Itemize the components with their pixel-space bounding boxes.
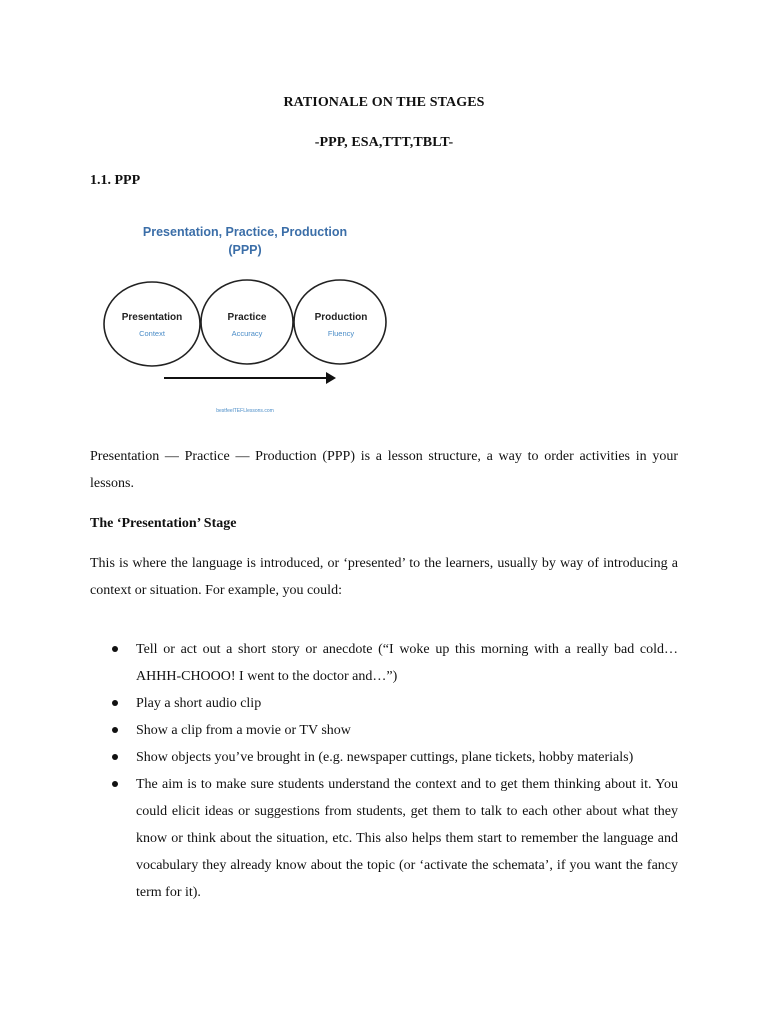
intro-paragraph: Presentation — Practice — Production (PPP) is a lesson structure, a way to order activities in your lessons. xyxy=(90,449,678,491)
stage-paragraph: This is where the language is introduced, or ‘presented’ to the learners, usually by way of introducing a context or situation. For example, you could: xyxy=(90,556,678,598)
document-title: RATIONALE ON THE STAGES xyxy=(283,95,485,110)
practice-label: Practice xyxy=(227,312,267,323)
presentation-sub: Context xyxy=(139,329,165,338)
production-label: Production xyxy=(314,312,368,323)
section-heading: 1.1. PPP xyxy=(90,173,141,188)
list-item-text: Play a short audio clip xyxy=(136,696,262,711)
list-item xyxy=(90,744,678,771)
presentation-label: Presentation xyxy=(121,312,183,323)
presentation-circle xyxy=(104,282,200,366)
list-item xyxy=(90,717,678,744)
diagram-title-line2: (PPP) xyxy=(228,243,262,257)
example-list xyxy=(90,636,678,906)
progress-arrow-head-icon xyxy=(326,372,336,384)
bullet-icon xyxy=(112,727,118,733)
diagram-title-line1: Presentation, Practice, Production xyxy=(142,225,348,239)
list-item-text: Tell or act out a short story or anecdote (“I woke up this morning with a really bad cold… AHHH-CHOOO! I went to the doctor and…”) xyxy=(136,642,678,684)
list-item xyxy=(90,771,678,906)
bullet-icon xyxy=(112,754,118,760)
bullet-icon xyxy=(112,646,118,652)
list-item xyxy=(90,636,678,690)
list-item-text: Show a clip from a movie or TV show xyxy=(136,723,351,738)
document-subtitle: -PPP, ESA,TTT,TBLT- xyxy=(314,135,454,150)
list-item xyxy=(90,690,678,717)
bullet-icon xyxy=(112,700,118,706)
practice-sub: Accuracy xyxy=(231,329,263,338)
bullet-icon xyxy=(112,781,118,787)
stage-heading: The ‘Presentation’ Stage xyxy=(90,516,237,531)
production-sub: Fluency xyxy=(327,329,355,338)
list-item-text: Show objects you’ve brought in (e.g. newspaper cuttings, plane tickets, hobby materials) xyxy=(136,750,634,765)
ppp-diagram xyxy=(90,212,400,424)
diagram-credit: bestfeelTEFLlessons.com xyxy=(216,408,274,414)
list-item-text: The aim is to make sure students understand the context and to get them thinking about it. You could elicit ideas or suggestions from students, get them to talk to each other about what they know or think about the situation, etc. This also helps them start to remember the language and vocabulary they already know about the topic (or ‘activate the schemata’, if you want the fancy term for it). xyxy=(136,777,678,900)
